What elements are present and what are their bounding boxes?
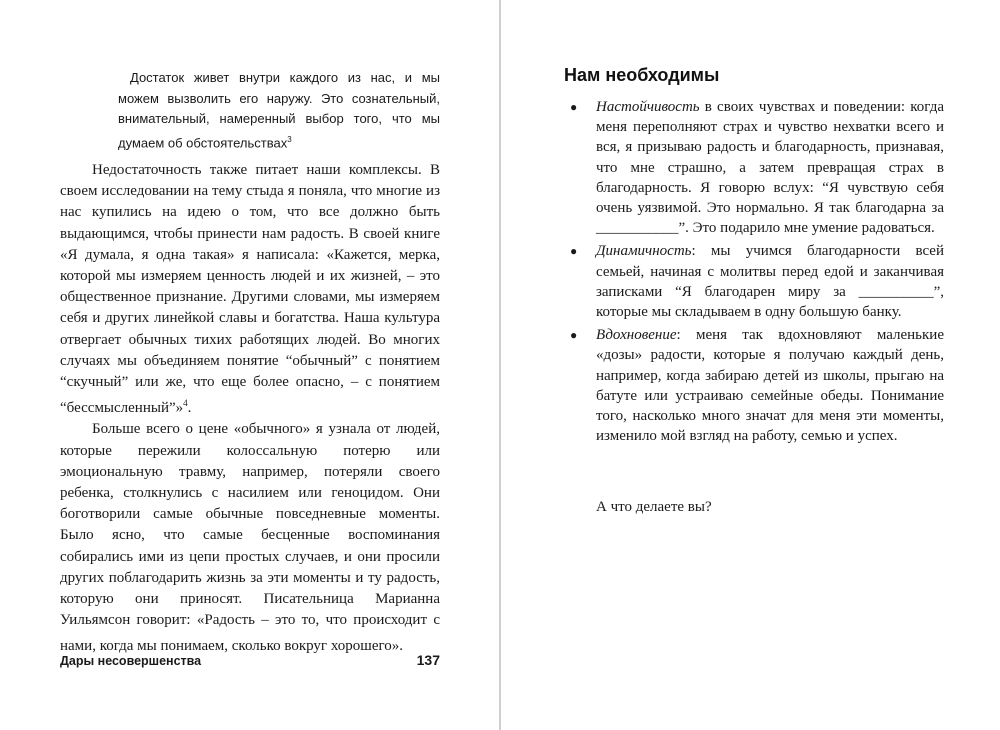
page-number: 137 <box>416 652 440 668</box>
list-item-term: Вдохновение <box>596 327 677 344</box>
list-item-text: : меня так вдохновляют маленькие «дозы» радости, которые я получаю каждый день, например, когда забираю детей из школы, прыгаю на батуте или устраиваю семейные обеды. Понимание того, насколько много значат для меня эти моменты, изменило мой взгляд на работу, семью и успех. <box>596 327 944 445</box>
body-text <box>60 160 440 658</box>
list-item <box>570 325 944 446</box>
list-item <box>570 241 944 322</box>
epigraph-text: Достаток живет внутри каждого из нас, и мы можем вызволить его наружу. Это сознательный, внимательный, намеренный выбор того, что мы думаем об обстоятельствах <box>118 70 440 150</box>
bullet-icon: ● <box>570 100 578 114</box>
closing-question: А что делаете вы? <box>596 499 712 515</box>
bullet-icon: ● <box>570 244 578 259</box>
list-item <box>570 97 944 238</box>
paragraph-end: . <box>187 400 192 417</box>
footnote-ref: 4 <box>183 398 188 409</box>
running-title: Дары несовершенства <box>60 654 202 668</box>
list-item-term: Динамичность <box>596 243 692 260</box>
section-heading: Нам необходимы <box>564 65 720 85</box>
list-item-term: Настойчивость <box>596 99 700 115</box>
epigraph <box>118 68 440 153</box>
right-page <box>501 0 1000 730</box>
footnote-ref: 3 <box>287 134 292 144</box>
needs-list <box>570 97 944 449</box>
paragraph <box>60 160 440 419</box>
page-footer <box>60 652 440 668</box>
list-item-text: в своих чувствах и поведении: когда меня переполняют страх и чувство нехватки всего и вся, я призываю радость и благодарность, признавая, что мне страшно, а затем превращая страх в благодарность. Я говорю вслух: “Я чувствую себя очень уязвимой. Это нормально. Я так благодарна за ___________”. Это подарило мне умение радоваться. <box>596 99 944 237</box>
paragraph-text: Больше всего о цене «обычного» я узнала от людей, которые пережили колоссальную потерю или эмоциональную травму, например, потеряли своего ребенка, столкнулись с насилием или геноцидом. Они боготворили самые обычные повседневные моменты. Было ясно, что самые бесценные воспоминания собирались ими из цепи простых случаев, и они просили других поблагодарить жизнь за эти моменты и ту радость, которую они приносят. Писательница Марианна Уильямсон говорит: «Радость – это то, что происходит с нами, когда мы понимаем, сколько вокруг хорошего». <box>60 421 440 655</box>
bullet-icon: ● <box>570 328 578 343</box>
left-page <box>0 0 499 730</box>
paragraph-text: Недостаточность также питает наши комплексы. В своем исследовании на тему стыда я поняла, что многие из нас купились на идею о том, что все должно быть выдающимся, чтобы принести нам радость. В своей книге «Я думала, я одна такая» я написала: «Кажется, мерка, которой мы измеряем ценность людей и их жизней, – это общественное признание. Другими словами, мы измеряем себя и других линейкой славы и богатства. Наша культура отвергает обычных тихих работящих людей. Во многих случаях мы объединяем понятие “обычный” с понятием “скучный” или же, что еще более опасно, – с понятием “бессмысленный”» <box>60 162 440 417</box>
list-item-text: : мы учимся благодарности всей семьей, начиная с молитвы перед едой и заканчивая записками “Я благодарен миру за __________”, которые мы складываем в одну большую банку. <box>596 243 944 321</box>
paragraph <box>60 419 440 657</box>
